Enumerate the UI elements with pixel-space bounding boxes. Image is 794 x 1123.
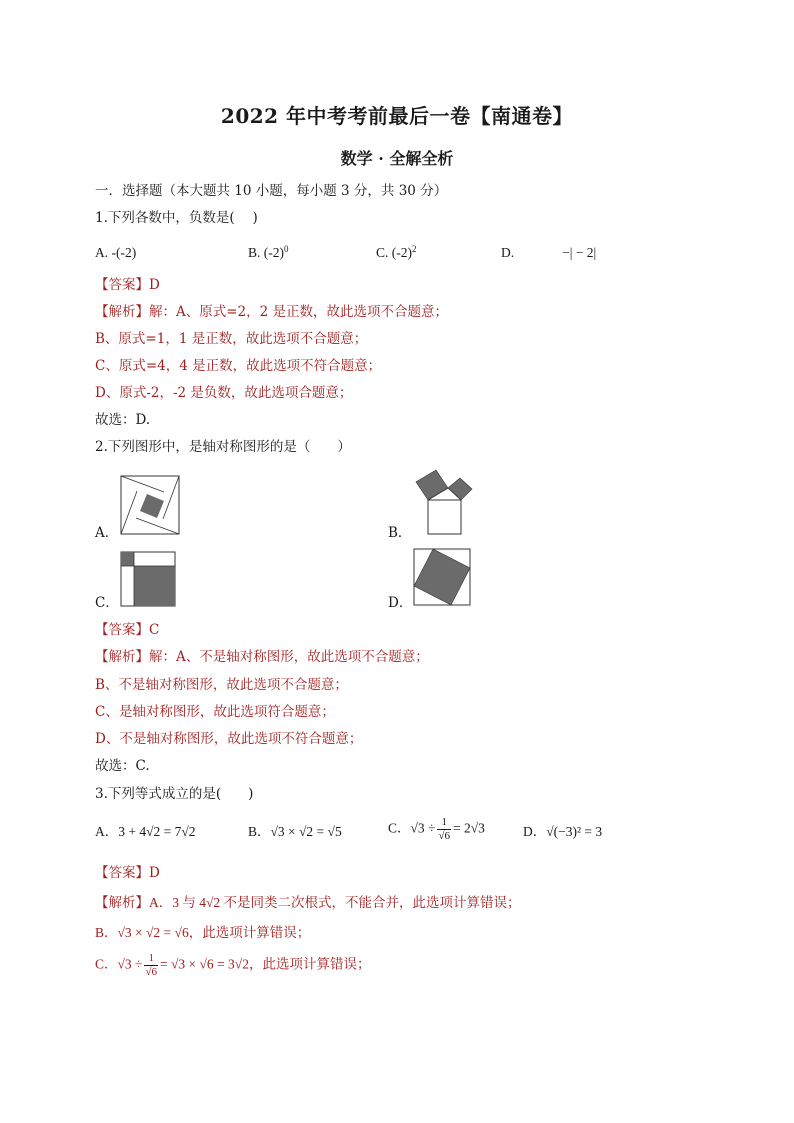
q2-figure-d <box>413 548 473 608</box>
q1-option-b: B. $(-2)^0$ <box>248 244 289 260</box>
q1-option-c: C. $(-2)^2$ <box>376 244 417 260</box>
q2-label-c: C． <box>95 595 119 611</box>
q2-label-a: A． <box>95 525 119 541</box>
q3-option-c: C．√3 ÷ $\frac{1}{√6}$ = 2√3 <box>388 816 485 842</box>
q1-option-a: A. -(-2) <box>95 245 137 260</box>
q1-option-d: D. −| − 2| <box>501 245 597 260</box>
q3-analysis-line-c: C．√3 ÷ $\frac{1}{√6}$ = √3 × √6 = 3√2，此选项计算错误； <box>95 952 371 978</box>
q2-analysis-line: D、不是轴对称图形，故此选项不符合题意； <box>95 731 363 747</box>
q2-analysis-line: 【解析】解：A、不是轴对称图形，故此选项不合题意； <box>95 649 429 665</box>
page-title: 2022 年中考考前最后一卷【南通卷】 <box>220 104 574 128</box>
q2-figure-b <box>412 466 480 538</box>
q3-option-d: D．√(−3)² = 3 <box>523 824 603 839</box>
q1-analysis-line: B、原式=1，1 是正数，故此选项不合题意； <box>95 331 368 347</box>
q3-answer: 【答案】D <box>95 865 160 881</box>
q1-answer: 【答案】D <box>95 277 160 293</box>
q2-label-d: D． <box>388 595 413 611</box>
q3-analysis-line: 【解析】A．3 与 4√2 不是同类二次根式，不能合并，此选项计算错误； <box>95 895 521 910</box>
q1-analysis-line: 【解析】解：A、原式=2，2 是正数，故此选项不合题意； <box>95 304 449 320</box>
q3-stem: 3.下列等式成立的是( ) <box>95 786 254 802</box>
section-heading: 一．选择题（本大题共 10 小题，每小题 3 分，共 30 分） <box>95 183 448 199</box>
q2-conclusion: 故选：C. <box>95 758 150 774</box>
q1-stem: 1.下列各数中，负数是( ) <box>95 210 258 226</box>
q2-figure-c <box>120 551 178 609</box>
q2-label-b: B． <box>388 525 412 541</box>
q2-analysis-line: B、不是轴对称图形，故此选项不合题意； <box>95 677 348 693</box>
q3-option-b: B．√3 × √2 = √5 <box>248 824 342 839</box>
q1-analysis-line: D、原式-2，-2 是负数，故此选项合题意； <box>95 385 353 401</box>
q2-stem: 2.下列图形中，是轴对称图形的是（ ） <box>95 439 351 455</box>
q2-answer: 【答案】C <box>95 622 160 638</box>
q2-analysis-line: C、是轴对称图形，故此选项符合题意； <box>95 704 335 720</box>
q2-figure-a <box>120 475 182 537</box>
q3-option-a: A．3 + 4√2 = 7√2 <box>95 824 196 839</box>
q1-conclusion: 故选：D. <box>95 412 151 428</box>
q3-analysis-line: B．√3 × √2 = √6，此选项计算错误； <box>95 925 311 940</box>
q1-analysis-line: C、原式=4，4 是正数，故此选项不符合题意； <box>95 358 382 374</box>
page-subtitle: 数学 · 全解全析 <box>340 149 454 168</box>
